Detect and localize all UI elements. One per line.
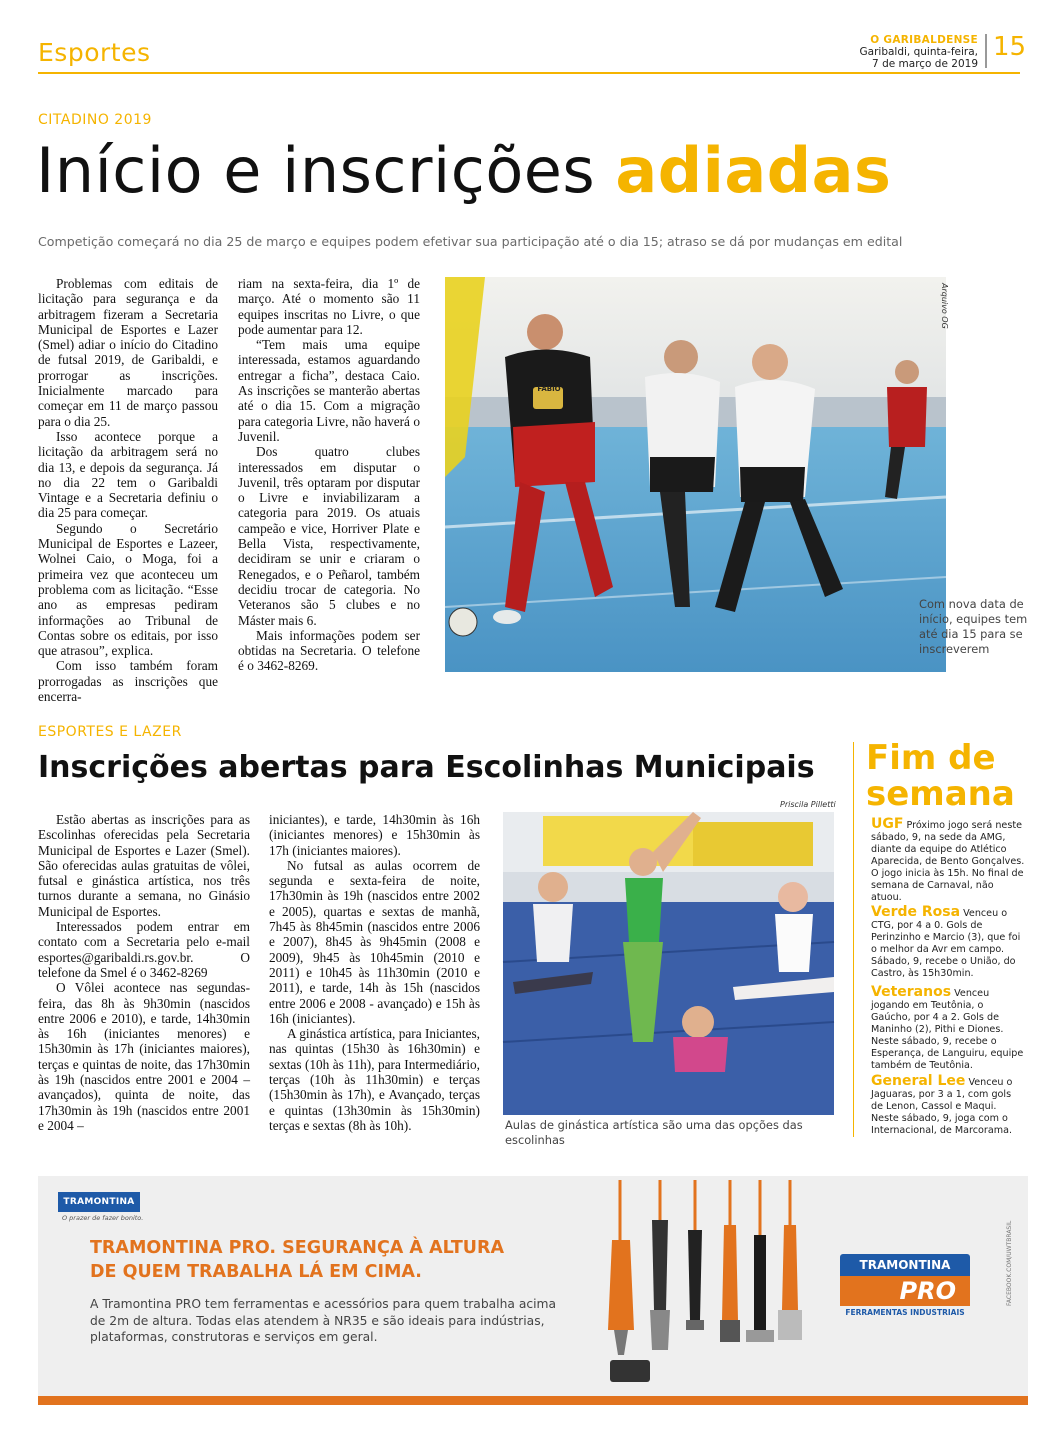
paragraph: Segundo o Secretário Municipal de Esportes e Lazeer, Wolnei Caio, o Moga, foi a primeira vez que aconteceu um problema com as licitação. “Esse ano as empresas pediram informações ao Tribunal de Contas sobre os editais, por isso que atrasou”, explica.	[38, 520, 218, 659]
paragraph: O Vôlei acontece nas segundas-feira, das 8h às 9h30min (nascidos entre 2006 e 2010), e tarde, 14h30min às 16h (iniciantes menores) e 15h30min às 17h (iniciantes maiores), terças e quintas de noite, das 17h30min às 19h (nascidos entre 2001 e 2004 – avançados), quinta de noite, das 17h30min às 19h (nascidos entre 2001 e 2004 –	[38, 980, 250, 1133]
ad-headline-line-2: DE QUEM TRABALHA LÁ EM CIMA.	[90, 1262, 422, 1282]
dateline-line-1: Garibaldi, quinta-feira,	[859, 46, 978, 58]
dateline-line-2: 7 de março de 2019	[872, 58, 978, 70]
article1-headline-main: Início e inscrições	[36, 134, 616, 207]
sidebar-item-text: Venceu o CTG, por 4 a 0. Gols de Perinzinho e Marcio (3), que foi o melhor da Avr em campo. Sábado, 9, recebe o União, do Castro, às 15h30min.	[871, 908, 1021, 979]
paragraph: Dos quatro clubes interessados em disputar o Juvenil, três optaram por disputar o Livre e inviabilizaram a categoria para 2019. Os atuais campeão e vice, Horriver Plate e Bella Vista, respectivamente, decidiram se unir e criaram o Renegados, e o Peñarol, também decidiu trocar de categoria. No Veteranos são 5 clubes e no Máster mais 6.	[238, 444, 420, 628]
paragraph: riam na sexta-feira, dia 1º de março. Até o momento são 11 equipes inscritas no Livre, o que pode aumentar para 12.	[238, 276, 420, 337]
photo-credit-text: Arquivo OG	[940, 283, 949, 329]
jersey-text: FÁBIO	[537, 385, 561, 393]
sidebar-item-team: General Lee	[871, 1073, 966, 1089]
sidebar-item	[871, 818, 1025, 904]
ad-headline-line-1: TRAMONTINA PRO. SEGURANÇA À ALTURA	[90, 1238, 505, 1258]
sidebar-item-text: Próximo jogo será neste sábado, 9, na sede da AMG, diante da equipe do Atlético Aparecida, de Bento Gonçalves. O jogo inicia às 15h. No final de semana de Carnaval, não atuou.	[871, 820, 1025, 903]
article2-headline: Inscrições abertas para Escolinhas Municipais	[38, 750, 815, 785]
sidebar-item	[871, 906, 1025, 980]
sidebar-title-line-1: Fim de	[866, 738, 996, 778]
article1-column-1	[38, 276, 218, 704]
article1-photo-caption: Com nova data de início, equipes tem até dia 15 para se inscreverem	[919, 597, 1028, 656]
ad-brand-pro: PRO	[840, 1276, 970, 1306]
paragraph: Isso acontece porque a licitação da arbitragem será no dia 13, e depois da segurança. Já no dia 22 tem o Garibaldi Vintage e a Secretaria definiu o dia 25 para começar.	[38, 428, 218, 521]
ad-bottom-bar	[38, 1396, 1028, 1405]
paragraph: A ginástica artística, para Iniciantes, nas quintas (15h30 às 16h30min) e sextas (10h às 11h), para Intermediário, terças (10h às 11h30min) e terças (15h30min às 17h), e Avançado, terças e quintas (13h30min às 15h30min) terças e sextas (8h às 10h).	[269, 1026, 480, 1133]
futsal-photo	[445, 277, 949, 672]
section-name: Esportes	[38, 38, 151, 67]
article2-photo-credit: Priscila Pilletti	[780, 800, 836, 809]
ad-tramontina-logo: TRAMONTINA	[58, 1192, 140, 1212]
ad-tools-illustration	[590, 1180, 810, 1390]
photo-credit	[941, 283, 949, 353]
ad-brand-top: TRAMONTINA	[840, 1254, 970, 1276]
gymnastics-photo	[503, 812, 834, 1115]
ad-body: A Tramontina PRO tem ferramentas e acessórios para quem trabalha acima de 2m de altura. Todas elas atendem à NR35 e são ideais para indústrias, plataformas, construtoras e serviços em geral.	[90, 1297, 557, 1344]
sidebar-item-team: UGF	[871, 816, 904, 832]
article1-kicker: CITADINO 2019	[38, 112, 152, 128]
paragraph: Com isso também foram prorrogadas as inscrições que encerra-	[38, 658, 218, 705]
page-number: 15	[993, 32, 1027, 62]
article2-kicker: ESPORTES E LAZER	[38, 724, 182, 740]
ad-brand-subtitle: FERRAMENTAS INDUSTRIAIS	[845, 1308, 965, 1317]
sidebar-item	[871, 986, 1025, 1072]
ad-vertical-url-text: FACEBOOK.COM/UWTBRASIL	[1006, 1220, 1013, 1306]
ad-slogan: O prazer de fazer bonito.	[62, 1214, 144, 1222]
paragraph: “Tem mais uma equipe interessada, estamos aguardando entregar a ficha”, destaca Caio. As inscrições se manterão abertas até o dia 15. Com a migração para categoria Livre, não haverá o Juvenil.	[238, 337, 420, 444]
article1-headline-accent: adiadas	[615, 134, 892, 207]
ad-headline	[90, 1236, 570, 1284]
paragraph: No futsal as aulas ocorrem de segunda e sexta-feira de noite, 17h30min às 19h (nascidos entre 2002 e 2005), quartas e sextas de manhã, 7h45 às 8h45min (nascidos entre 2006 e 2007), 8h45 às 9h45min (2008 e 2009), 9h45 às 10h45min (2010 e 2011) e 10h45 às 11h30min (2010 e 2011), e tarde, 14h às 15h (nascidos entre 2006 e 2008 - avançado) e 15h às 16h (iniciantes).	[269, 857, 480, 1026]
article1-column-2	[238, 276, 420, 674]
sidebar-item	[871, 1075, 1025, 1137]
ad-vertical-url[interactable]	[1006, 1196, 1016, 1306]
sidebar-divider	[853, 742, 854, 1137]
paragraph: Mais informações podem ser obtidas na Secretaria. O telefone é o 3462-8269.	[238, 627, 420, 674]
sidebar-item-text: Venceu o Jaguaras, por 3 a 1, com gols de Lenon, Cassol e Maqui. Neste sábado, 9, joga com o Internacional, de Marcorama.	[871, 1077, 1013, 1136]
sidebar-item-text: Venceu jogando em Teutônia, o Gaúcho, por 4 a 2. Gols de Maninho (2), Pithi e Diones. Neste sábado, 9, recebe o Esperança, de Languiru, equipe também de Teutônia.	[871, 988, 1024, 1071]
paper-name: O GARIBALDENSE	[870, 34, 978, 46]
article2-column-2	[269, 812, 480, 1133]
sidebar-title-line-2: semana	[866, 774, 1015, 814]
paragraph: Interessados podem entrar em contato com a Secretaria pelo e-mail esportes@garibaldi.rs.gov.br. O telefone da Smel é o 3462-8269	[38, 919, 250, 980]
paragraph: Estão abertas as inscrições para as Escolinhas oferecidas pela Secretaria Municipal de Esportes e Lazer (Smel). São oferecidas aulas gratuitas de vôlei, futsal e ginástica artística, nos três turnos durante a semana, no Ginásio Municipal de Esportes.	[38, 812, 250, 919]
article2-photo-caption: Aulas de ginástica artística são uma das opções das escolinhas	[505, 1118, 803, 1147]
paragraph: iniciantes), e tarde, 14h30min às 16h (iniciantes menores) e 15h30min às 17h (iniciantes maiores).	[269, 812, 480, 858]
masthead	[860, 34, 978, 70]
article2-column-1	[38, 812, 250, 1133]
paragraph: Problemas com editais de licitação para segurança e da arbitragem fizeram a Secretaria Municipal de Esportes e Lazer (Smel) adiar o início do Citadino de futsal 2019, de Garibaldi, e prorrogar as inscrições. Inicialmente marcado para começar em 11 de março passou para o dia 25.	[38, 276, 218, 429]
page-number-divider	[985, 34, 987, 68]
gymnastics-photo-illustration	[503, 812, 834, 1115]
sidebar-item-team: Verde Rosa	[871, 904, 961, 920]
sidebar-item-team: Veteranos	[871, 984, 952, 1000]
section-rule	[38, 72, 1020, 74]
article1-subhead: Competição começará no dia 25 de março e equipes podem efetivar sua participação até o dia 15; atraso se dá por mudanças em edital	[38, 234, 903, 249]
futsal-photo-illustration	[445, 277, 946, 672]
ad-tramontina-pro-logo	[840, 1254, 970, 1317]
sidebar-title	[866, 740, 1015, 812]
article1-headline	[36, 134, 891, 207]
